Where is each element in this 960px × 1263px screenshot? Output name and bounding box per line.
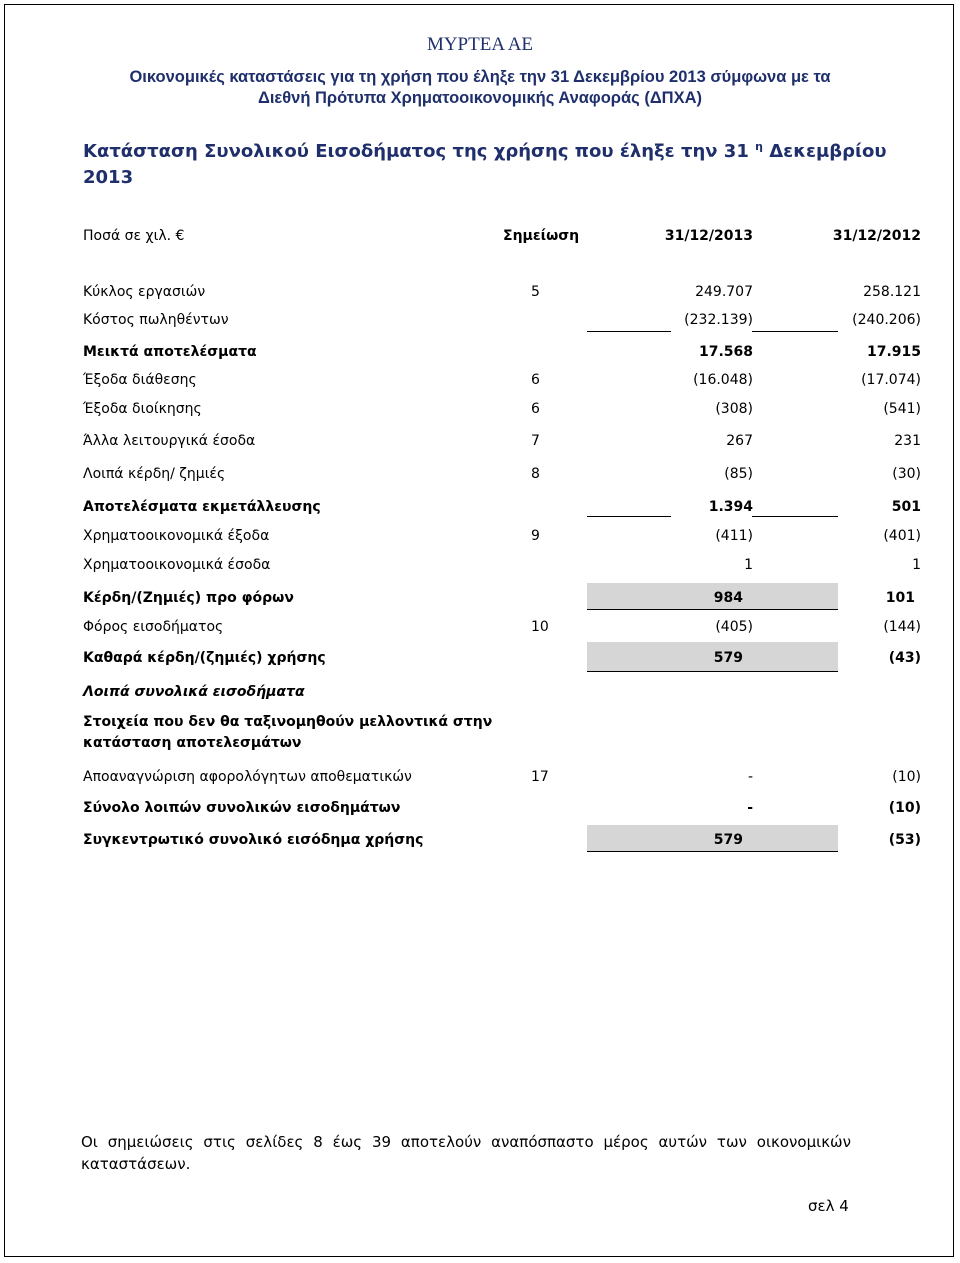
note-column-header: Σημείωση <box>503 228 580 244</box>
row-value-2012: 17.915 <box>866 344 921 360</box>
row-note: 7 <box>531 433 540 449</box>
row-label: Σύνολο λοιπών συνολικών εισοδημάτων <box>83 800 401 816</box>
row-note: 8 <box>531 466 540 482</box>
table-header <box>83 225 923 249</box>
row-note: 10 <box>531 619 549 635</box>
row-value-2013: 249.707 <box>695 284 753 300</box>
table-row <box>83 281 923 305</box>
table-row <box>83 712 523 754</box>
table-row <box>83 681 923 705</box>
table-row <box>83 430 923 454</box>
row-note: 9 <box>531 528 540 544</box>
row-label: Χρηματοοικονομικά έξοδα <box>83 528 270 544</box>
row-value-2013: (232.139) <box>684 312 753 328</box>
statement-title-year: 2013 <box>83 167 134 188</box>
row-value-2013: (405) <box>715 619 753 635</box>
amounts-unit-label: Ποσά σε χιλ. € <box>83 228 185 244</box>
row-value-2013: (16.048) <box>693 372 753 388</box>
row-value-2012: (541) <box>883 401 921 417</box>
row-value-2012: (144) <box>883 619 921 635</box>
table-row <box>83 616 923 640</box>
row-label: Λοιπά κέρδη/ ζημιές <box>83 466 226 482</box>
row-value-2012: (43) <box>888 650 921 666</box>
row-value-2013: 17.568 <box>698 344 753 360</box>
report-subtitle-line2: Διεθνή Πρότυπα Χρηματοοικονομικής Αναφοράς (ΔΠΧΑ) <box>257 89 703 107</box>
statement-title-part1: Κατάσταση Συνολικού Εισοδήματος της χρήσης που έληξε την 31 <box>83 141 749 162</box>
row-label: Καθαρά κέρδη/(ζημιές) χρήσης <box>83 650 326 666</box>
row-value-2013: 1.394 <box>708 499 753 515</box>
row-label: Κύκλος εργασιών <box>83 284 206 300</box>
row-label: Κόστος πωληθέντων <box>83 312 229 328</box>
row-label: Άλλα λειτουργικά έσοδα <box>83 433 256 449</box>
row-label: Μεικτά αποτελέσματα <box>83 344 257 360</box>
row-note: 17 <box>531 769 549 785</box>
row-value-2012: (240.206) <box>852 312 921 328</box>
row-value-2012: (10) <box>888 800 921 816</box>
row-label: Αποαναγνώριση αφορολόγητων αποθεματικών <box>83 769 412 785</box>
row-value-2013: 1 <box>744 557 753 573</box>
row-value-2012: (401) <box>883 528 921 544</box>
row-label: Έξοδα διάθεσης <box>83 372 197 388</box>
table-row <box>83 309 923 333</box>
table-row <box>83 398 923 422</box>
row-value-2013: (411) <box>715 528 753 544</box>
row-label: Έξοδα διοίκησης <box>83 401 202 417</box>
table-row <box>83 797 923 821</box>
row-value-2012: (17.074) <box>861 372 921 388</box>
row-note: 5 <box>531 284 540 300</box>
table-row <box>83 496 923 520</box>
row-value-2013: (85) <box>724 466 753 482</box>
table-row <box>83 829 923 853</box>
row-value-2013: (308) <box>715 401 753 417</box>
table-row <box>83 766 923 790</box>
row-label: Χρηματοοικονομικά έσοδα <box>83 557 271 573</box>
row-note: 6 <box>531 401 540 417</box>
year-2013-column-header: 31/12/2013 <box>664 228 753 244</box>
row-value-2013: 579 <box>713 832 743 848</box>
table-row <box>83 369 923 393</box>
row-label: Συγκεντρωτικό συνολικό εισόδημα χρήσης <box>83 832 424 848</box>
row-value-2012: 501 <box>891 499 921 515</box>
row-label: Κέρδη/(Ζημιές) προ φόρων <box>83 590 294 606</box>
table-row <box>83 463 923 487</box>
row-value-2013: - <box>747 769 753 785</box>
table-row <box>83 647 923 671</box>
row-value-2012: 258.121 <box>863 284 921 300</box>
row-value-2013: 267 <box>726 433 753 449</box>
statement-title <box>83 134 913 191</box>
row-value-2012: 231 <box>894 433 921 449</box>
table-row <box>83 554 923 578</box>
report-subtitle-line1: Οικονομικές καταστάσεις για τη χρήση που έληξε την 31 Δεκεμβρίου 2013 σύμφωνα με τα <box>129 68 831 86</box>
page-number: σελ 4 <box>808 1197 849 1215</box>
row-value-2013: - <box>747 800 753 816</box>
row-label: Αποτελέσματα εκμετάλλευσης <box>83 499 321 515</box>
row-label: Λοιπά συνολικά εισοδήματα <box>83 684 305 700</box>
company-name: ΜΥΡΤΕΑ ΑΕ <box>426 34 534 55</box>
row-value-2012: 1 <box>912 557 921 573</box>
row-value-2013: 984 <box>713 590 743 606</box>
row-value-2012: (30) <box>892 466 921 482</box>
table-row <box>83 525 923 549</box>
row-value-2012: (10) <box>892 769 921 785</box>
table-row <box>83 587 923 611</box>
row-note: 6 <box>531 372 540 388</box>
row-value-2013: 579 <box>713 650 743 666</box>
row-value-2012: (53) <box>888 832 921 848</box>
statement-title-sup: η <box>755 140 763 153</box>
table-row <box>83 341 923 365</box>
row-label: Στοιχεία που δεν θα ταξινομηθούν μελλοντικά στην κατάσταση αποτελεσμάτων <box>83 714 493 751</box>
statement-title-part2: Δεκεμβρίου <box>769 141 887 162</box>
row-value-2012: 101 <box>885 590 915 606</box>
year-2012-column-header: 31/12/2012 <box>832 228 921 244</box>
notes-disclaimer: Οι σημειώσεις στις σελίδες 8 έως 39 αποτελούν αναπόσπαστο μέρος αυτών των οικονομικών καταστάσεων. <box>81 1133 851 1173</box>
row-label: Φόρος εισοδήματος <box>83 619 224 635</box>
